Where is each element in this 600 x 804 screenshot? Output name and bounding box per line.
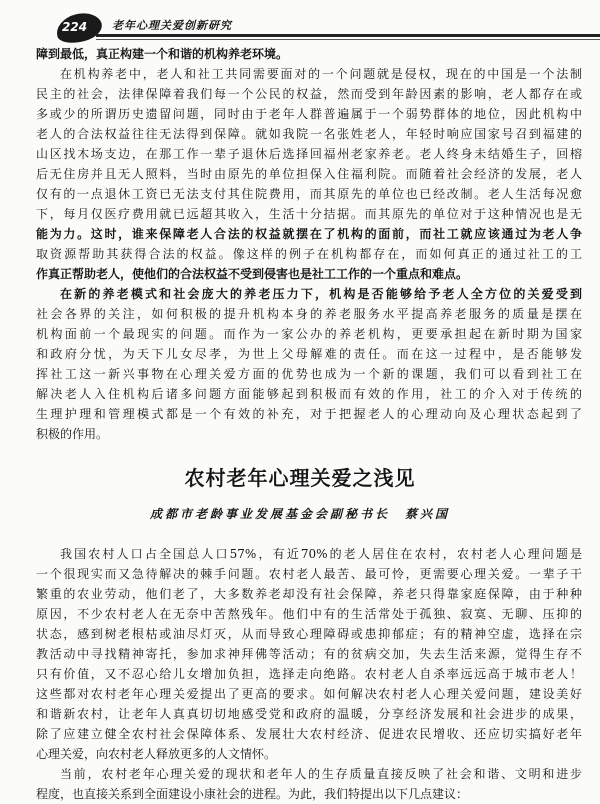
text-line: 只有价值，又不忍心给儿女增加负担，选择走向绝路。农村老人自杀率远远高于城市老人！ <box>36 667 582 681</box>
text-line: 状态，感到树老根枯或油尽灯灭，从而导致心理障碍或患抑郁症；有的精神空虚，选择在宗 <box>36 627 582 641</box>
text-line: 民主的社会，法律保障着我们每一个公民的权益，然而受到年龄因素的影响，老人都存在或 <box>36 87 582 101</box>
text-line: 社会各界的关注，如何积极的提升机构本身的养老服务水平提高养老服务的质量是摆在 <box>36 307 582 321</box>
text-line: 和谐新农村，让老年人真真切切地感受党和政府的温暖，分享经济发展和社会进步的成果， <box>36 707 582 721</box>
text-line: 仅有的一点退休工资已无法支付其住院费用，而其原先的单位也已经改制。老人生活每况愈 <box>36 187 582 201</box>
text-line: 作真正帮助老人，使他们的合法权益不受到侵害也是社工工作的一个重点和难点。 <box>36 267 469 281</box>
text-line: 在机构养老中，老人和社工共同需要面对的一个问题就是侵权，现在的中国是一个法制 <box>60 67 582 81</box>
text-line: 繁重的农业劳动，他们老了，大多数养老却没有社会保障，养老只得靠家庭保障，由于种种 <box>36 587 582 601</box>
text-line: 生理护理和管理模式都是一个有效的补充，对于把握老人的心理动向及心理状态起到了 <box>36 407 582 421</box>
article-byline: 成都市老龄事业发展基金会副秘书长 蔡兴国 <box>149 507 450 521</box>
text-line: 山区找木场支边，在那工作一辈子退休后选择回福州老家养老。老人终身未结婚生子，回榕 <box>36 147 582 161</box>
previous-article-text <box>36 44 582 444</box>
text-line: 后无住房并且无人照料，当时由原先的单位担保入住福利院。而随着社会经济的发展，老人 <box>36 167 582 181</box>
article-body <box>36 544 582 804</box>
text-line: 和政府分忧，为天下儿女尽孝，为世上父母解难的责任。而在这一过程中，是否能够发 <box>36 347 582 361</box>
text-line: 原因，不少农村老人在无奈中苦熬残年。他们中有的生活常处于孤独、寂寞、无聊、压抑的 <box>36 607 582 621</box>
header-rule <box>96 34 600 37</box>
text-line: 这些都对农村老年心理关爱提出了更高的要求。如何解决农村老人心理关爱问题，建设美好 <box>36 687 582 701</box>
text-line: 我国农村人口占全国总人口57%，有近70%的老人居住在农村，农村老人心理问题是 <box>60 547 582 561</box>
text-line: 下，每月仅医疗费用就已远超其收入，生活十分拮据。而其原先的单位对于这种情况也是无 <box>36 207 582 221</box>
text-line: 障到最低，真正构建一个和谐的机构养老环境。 <box>36 47 289 61</box>
text-line: 教活动中寻找精神寄托，参加求神拜佛等活动；有的贫病交加，失去生活来源，觉得生存不 <box>36 647 582 661</box>
article-title: 农村老年心理关爱之浅见 <box>184 466 416 490</box>
text-line: 一个很现实而又急待解决的棘手问题。农村老人最苦、最可怜，更需要心理关爱。一辈子干 <box>36 567 582 581</box>
text-line: 心理关爱，向农村老人释放更多的人文情怀。 <box>36 747 277 761</box>
journal-title: 老年心理关爱创新研究 <box>112 19 232 32</box>
page-header <box>0 0 600 44</box>
text-line: 能为力。这时，谁来保障老人合法的权益就摆在了机构的面前，而社工就应该通过为老人争 <box>36 227 582 241</box>
text-line: 取资源帮助其获得合法的权益。像这样的例子在机构都存在，而如何真正的通过社工的工 <box>36 247 582 261</box>
text-line: 当前，农村老年心理关爱的现状和老年人的生存质量直接反映了社会和谐、文明和进步 <box>60 767 582 781</box>
text-line: 挥社工这一新兴事物在心理关爱方面的优势也成为一个新的课题，我们可以看到社工在 <box>36 367 582 381</box>
header-rule-thin <box>96 39 600 40</box>
text-line: 多或少的所谓历史遗留问题，同时由于老年人群普遍属于一个弱势群体的地位，因此机构中 <box>36 107 582 121</box>
text-line: 机构面前一个最现实的问题。而作为一家公办的养老机构，更要承担起在新时期为国家 <box>36 327 582 341</box>
text-line: 解决老人入住机构后诸多问题方面能够起到积极而有效的作用，社工的介入对于传统的 <box>36 387 582 401</box>
text-line: 老人的合法权益往往无法得到保障。就如我院一名张姓老人，年轻时响应国家号召到福建的 <box>36 127 582 141</box>
text-line: 积极的作用。 <box>36 427 109 441</box>
text-line: 程度，也直接关系到全面建设小康社会的进程。为此，我们特提出以下几点建议： <box>36 787 469 801</box>
text-line: 除了应建立健全农村社会保障体系、发展壮大农村经济、促进农民增收、还应切实搞好老年 <box>36 727 582 741</box>
page-number: 224 <box>62 20 88 34</box>
text-line: 在新的养老模式和社会庞大的养老压力下，机构是否能够给予老人全方位的关爱受到 <box>60 287 582 301</box>
